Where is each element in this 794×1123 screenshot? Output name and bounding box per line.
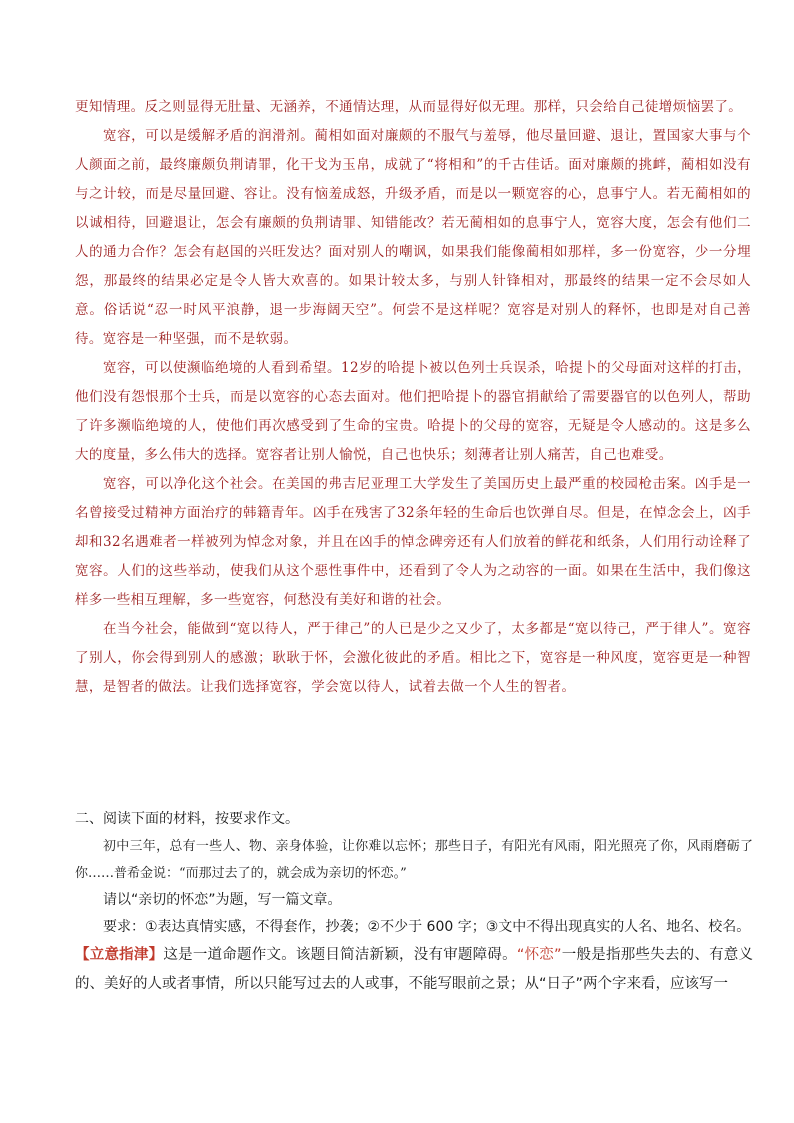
essay-paragraph-4: 宽容，可以净化这个社会。在美国的弗吉尼亚理工大学发生了美国历史上最严重的校园枪击案。凶手是一名曾接受过精神方面治疗的韩籍青年。凶手在残害了32条年轻的生命后也饮弹自尽。但是，在悼念会上，凶手却和32名遇难者一样被列为悼念对象，并且在凶手的悼念碑旁还有人们放着的鲜花和纸条，人们用行动诠释了宽容。人们的这些举动，使我们从这个惡性事件中，还看到了令人为之动容的一面。如果在生活中，我们像这样多一些相互理解，多一些宽容，何愁没有美好和谐的社会。 xyxy=(75,476,751,608)
guide-text-1: 这是一道命题作文。该题目简洁新颖，没有审题障碍。 xyxy=(163,947,517,963)
essay-paragraph-1: 更知情理。反之则显得无肚量、无涵养，不通情达理，从而显得好似无理。那样，只会给自己徒增烦恼罢了。 xyxy=(75,99,743,115)
section-two-heading: 二、阅读下面的材料，按要求作文。 xyxy=(75,811,299,827)
section-two-material: 初中三年，总有一些人、物、亲身体验，让你难以忘怀；那些日子，有阳光有风雨，阳光照亮了你，风雨磨砺了你……普希金说：“而那过去了的，就会成为亲切的怀恋。” xyxy=(75,839,753,881)
section-two-requirements: 要求：①表达真情实感，不得套作，抄袭；②不少于 600 字；③文中不得出现真实的人名、地名、校名。 xyxy=(103,919,751,935)
essay-paragraph-3: 宽容，可以使濒临绝境的人看到希望。12岁的哈提卜被以色列士兵误杀，哈提卜的父母面对这样的打击，他们没有怨恨那个士兵，而是以宽容的心态去面对。他们把哈提卜的器官捐献给了需要器官的以色列人，帮助了许多濒临绝境的人，使他们再次感受到了生命的宝贵。哈提卜的父母的宽容，无疑是令人感动的。这是多么大的度量，多么伟大的选择。宽容者让别人愉悦，自己也快乐；刻薄者让别人痛苦，自己也难受。 xyxy=(75,360,751,463)
guide-highlight: “怀恋” xyxy=(516,947,562,963)
model-essay xyxy=(75,93,751,702)
essay-paragraph-2: 宽容，可以是缓解矛盾的润滑剂。蔺相如面对廉颇的不服气与羞辱，他尽量回避、退让，置国家大事与个人颜面之前，最终廉颇负荆请罪，化干戈为玉帛，成就了“将相和”的千古佳话。面对廉颇的挑衅，蔺相如没有与之计较，而是尽量回避、容让。没有恼羞成怒，升级矛盾，而是以一颗宽容的心，息事宁人。若无蔺相如的以诚相待，回避退让，怎会有廉颇的负荆请罪、知错能改？若无蔺相如的息事宁人，宽容大度，怎会有他们二人的通力合作？怎会有赵国的兴旺发达？面对别人的嘲讽，如果我们能像蔺相如那样，多一份宽容，少一分埋怨，那最终的结果必定是令人皆大欢喜的。如果计较太多，与别人针锋相对，那最终的结果一定不会尽如人意。俗话说“忍一时风平浪静，退一步海阔天空”。何尝不是这样呢？宽容是对别人的释怀，也即是对自己善待。宽容是一种坚强，而不是软弱。 xyxy=(75,128,751,347)
section-two xyxy=(75,806,753,999)
section-two-instruction: 请以“亲切的怀恋”为题，写一篇文章。 xyxy=(103,892,342,908)
guide-tag: 【立意指津】 xyxy=(75,947,164,963)
writing-guide xyxy=(75,941,753,999)
essay-paragraph-5: 在当今社会，能做到“宽以待人，严于律己”的人已是少之又少了，太多都是“宽以待己，严于律人”。宽容了别人，你会得到别人的感激；耿耿于怀，会激化彼此的矛盾。相比之下，宽容是一种风度，宽容更是一种智慧，是智者的做法。让我们选择宽容，学会宽以待人，试着去做一个人生的智者。 xyxy=(75,621,751,695)
guide-text-2: 一般是指那些失去的、有意义的、美好的人或者事情，所以只能写过去的人或事，不能写眼前之景；从“日子”两个字来看，应该写一 xyxy=(75,947,754,992)
